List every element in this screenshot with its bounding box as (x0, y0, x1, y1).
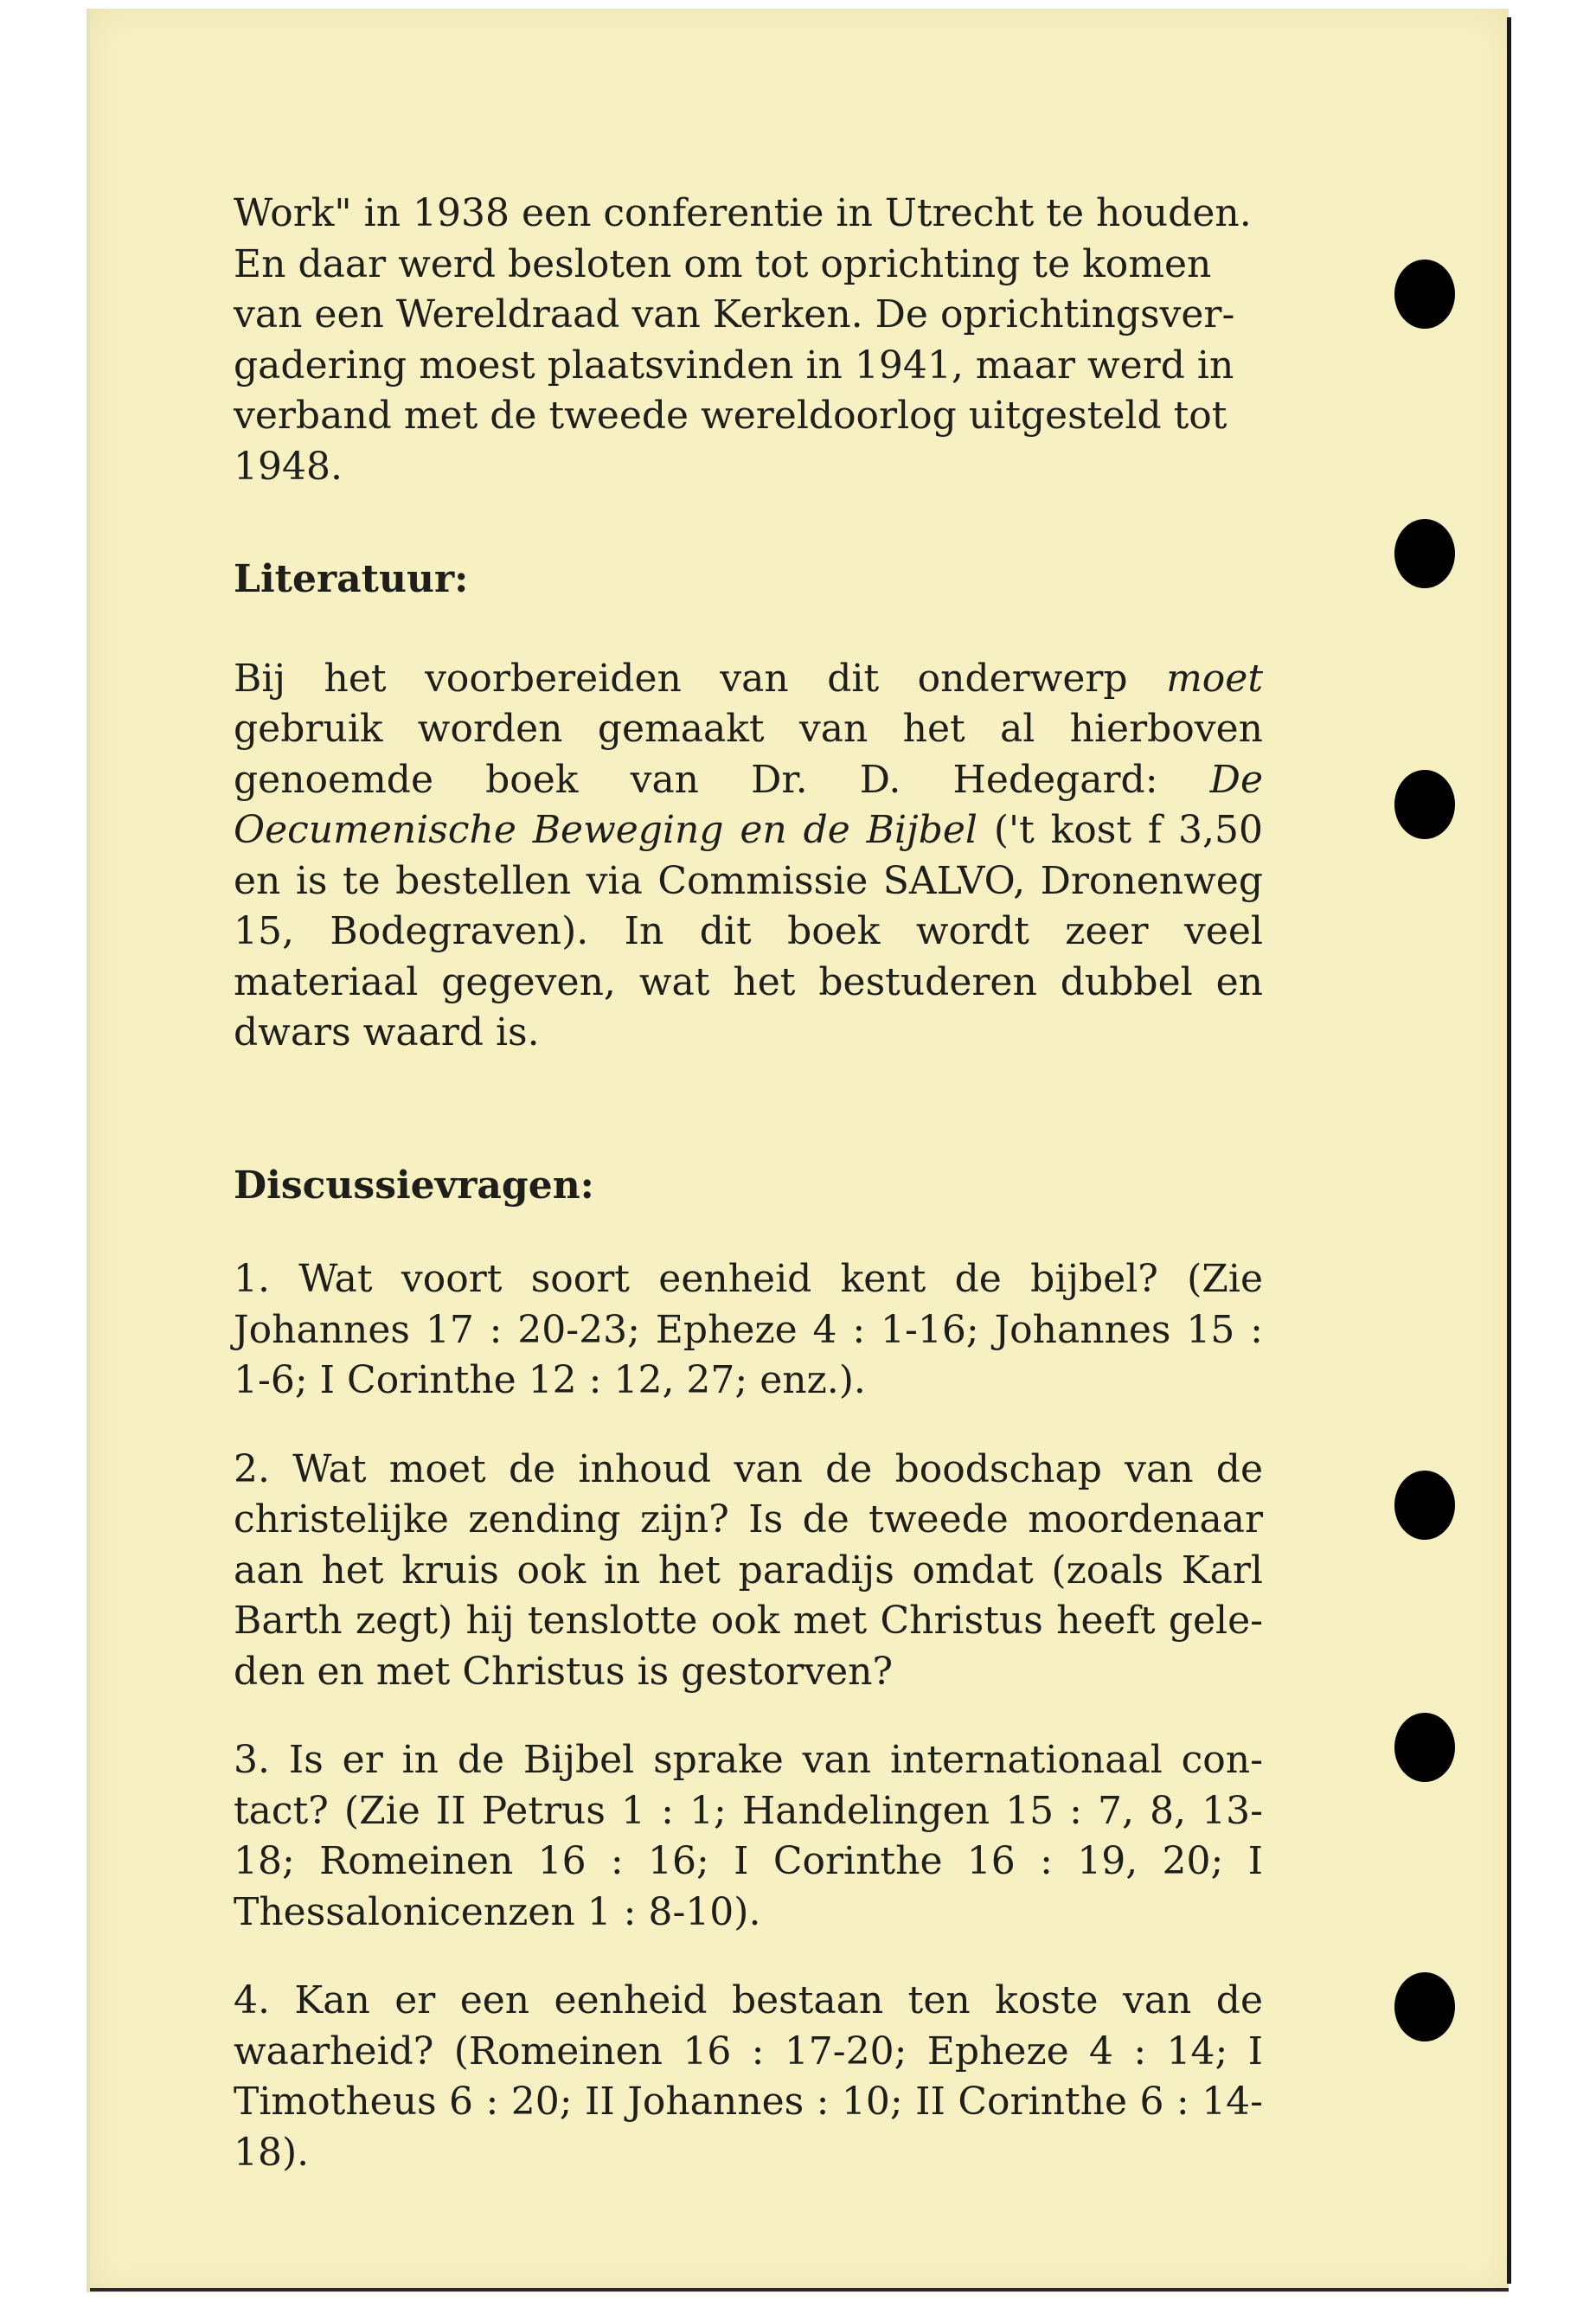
question-item: 4. Kan er een eenheid bestaan ten koste van de waarheid? (Romeinen 16 : 17-20; Epheze 4 : 14; I Timotheus 6 : 20; II Johannes : 10; II Corinthe 6 : 14-18). (234, 1978, 1263, 2175)
text-line: verband met de tweede wereldoorlog uitgesteld tot (234, 394, 1227, 438)
literatuur-text: Bij het voorbereiden van dit onderwerp (234, 656, 1167, 701)
page-left-edge (87, 9, 90, 2292)
question-item: 2. Wat moet de inhoud van de boodschap van de christelijke zending zijn? Is de tweede moordenaar aan het kruis ook in het paradijs omdat (zoals Karl Barth zegt) hij tenslotte ook met Christus heeft gele-den en met Christus is gestorven? (234, 1446, 1263, 1694)
text-line: gadering moest plaatsvinden in 1941, maar werd in (234, 343, 1234, 388)
question-item: 1. Wat voort soort eenheid kent de bijbel? (Zie Johannes 17 : 20-23; Epheze 4 : 1-16; Johannes 15 : 1-6; I Corinthe 12 : 12, 27; enz.). (234, 1257, 1263, 1402)
literatuur-text: gebruik worden gemaakt van het al hierboven genoemde boek van Dr. D. Hedegard: (234, 707, 1263, 802)
intro-paragraph (234, 189, 1263, 492)
question-item: 3. Is er in de Bijbel sprake van internationaal con-tact? (Zie II Petrus 1 : 1; Handelingen 15 : 7, 8, 13-18; Romeinen 16 : 16; I Corinthe 16 : 19, 20; I Thessalonicenzen 1 : 8-10). (234, 1738, 1263, 1934)
page-right-edge (1507, 17, 1511, 2284)
emphasis-moet: moet (1166, 656, 1263, 701)
binder-hole (1394, 1471, 1455, 1540)
text-line: 1948. (234, 444, 343, 489)
discussie-heading: Discussievragen: (234, 1163, 594, 1208)
book-title: De Oecumenische Beweging en de Bijbel (234, 757, 1263, 852)
literatuur-text: ('t kost f 3,50 en is te bestellen via Commissie SALVO, Dronenweg 15, Bodegraven). In dit boek wordt zeer veel materiaal gegeven, wat het bestuderen dubbel en dwars waard is. (234, 808, 1263, 1054)
text-line: En daar werd besloten om tot oprichting te komen (234, 241, 1212, 286)
binder-hole (1394, 1713, 1455, 1782)
binder-hole (1394, 1972, 1455, 2041)
text-line: Work" in 1938 een conferentie in Utrecht te houden. (234, 191, 1252, 235)
binder-hole (1394, 260, 1455, 329)
page-bottom-edge (90, 2288, 1509, 2291)
binder-hole (1394, 770, 1455, 839)
literatuur-heading: Literatuur: (234, 557, 469, 601)
page-text (234, 189, 1263, 2178)
text-line: van een Wereldraad van Kerken. De oprichtingsver- (234, 292, 1235, 336)
literatuur-paragraph (234, 654, 1263, 1059)
binder-hole (1394, 519, 1455, 588)
